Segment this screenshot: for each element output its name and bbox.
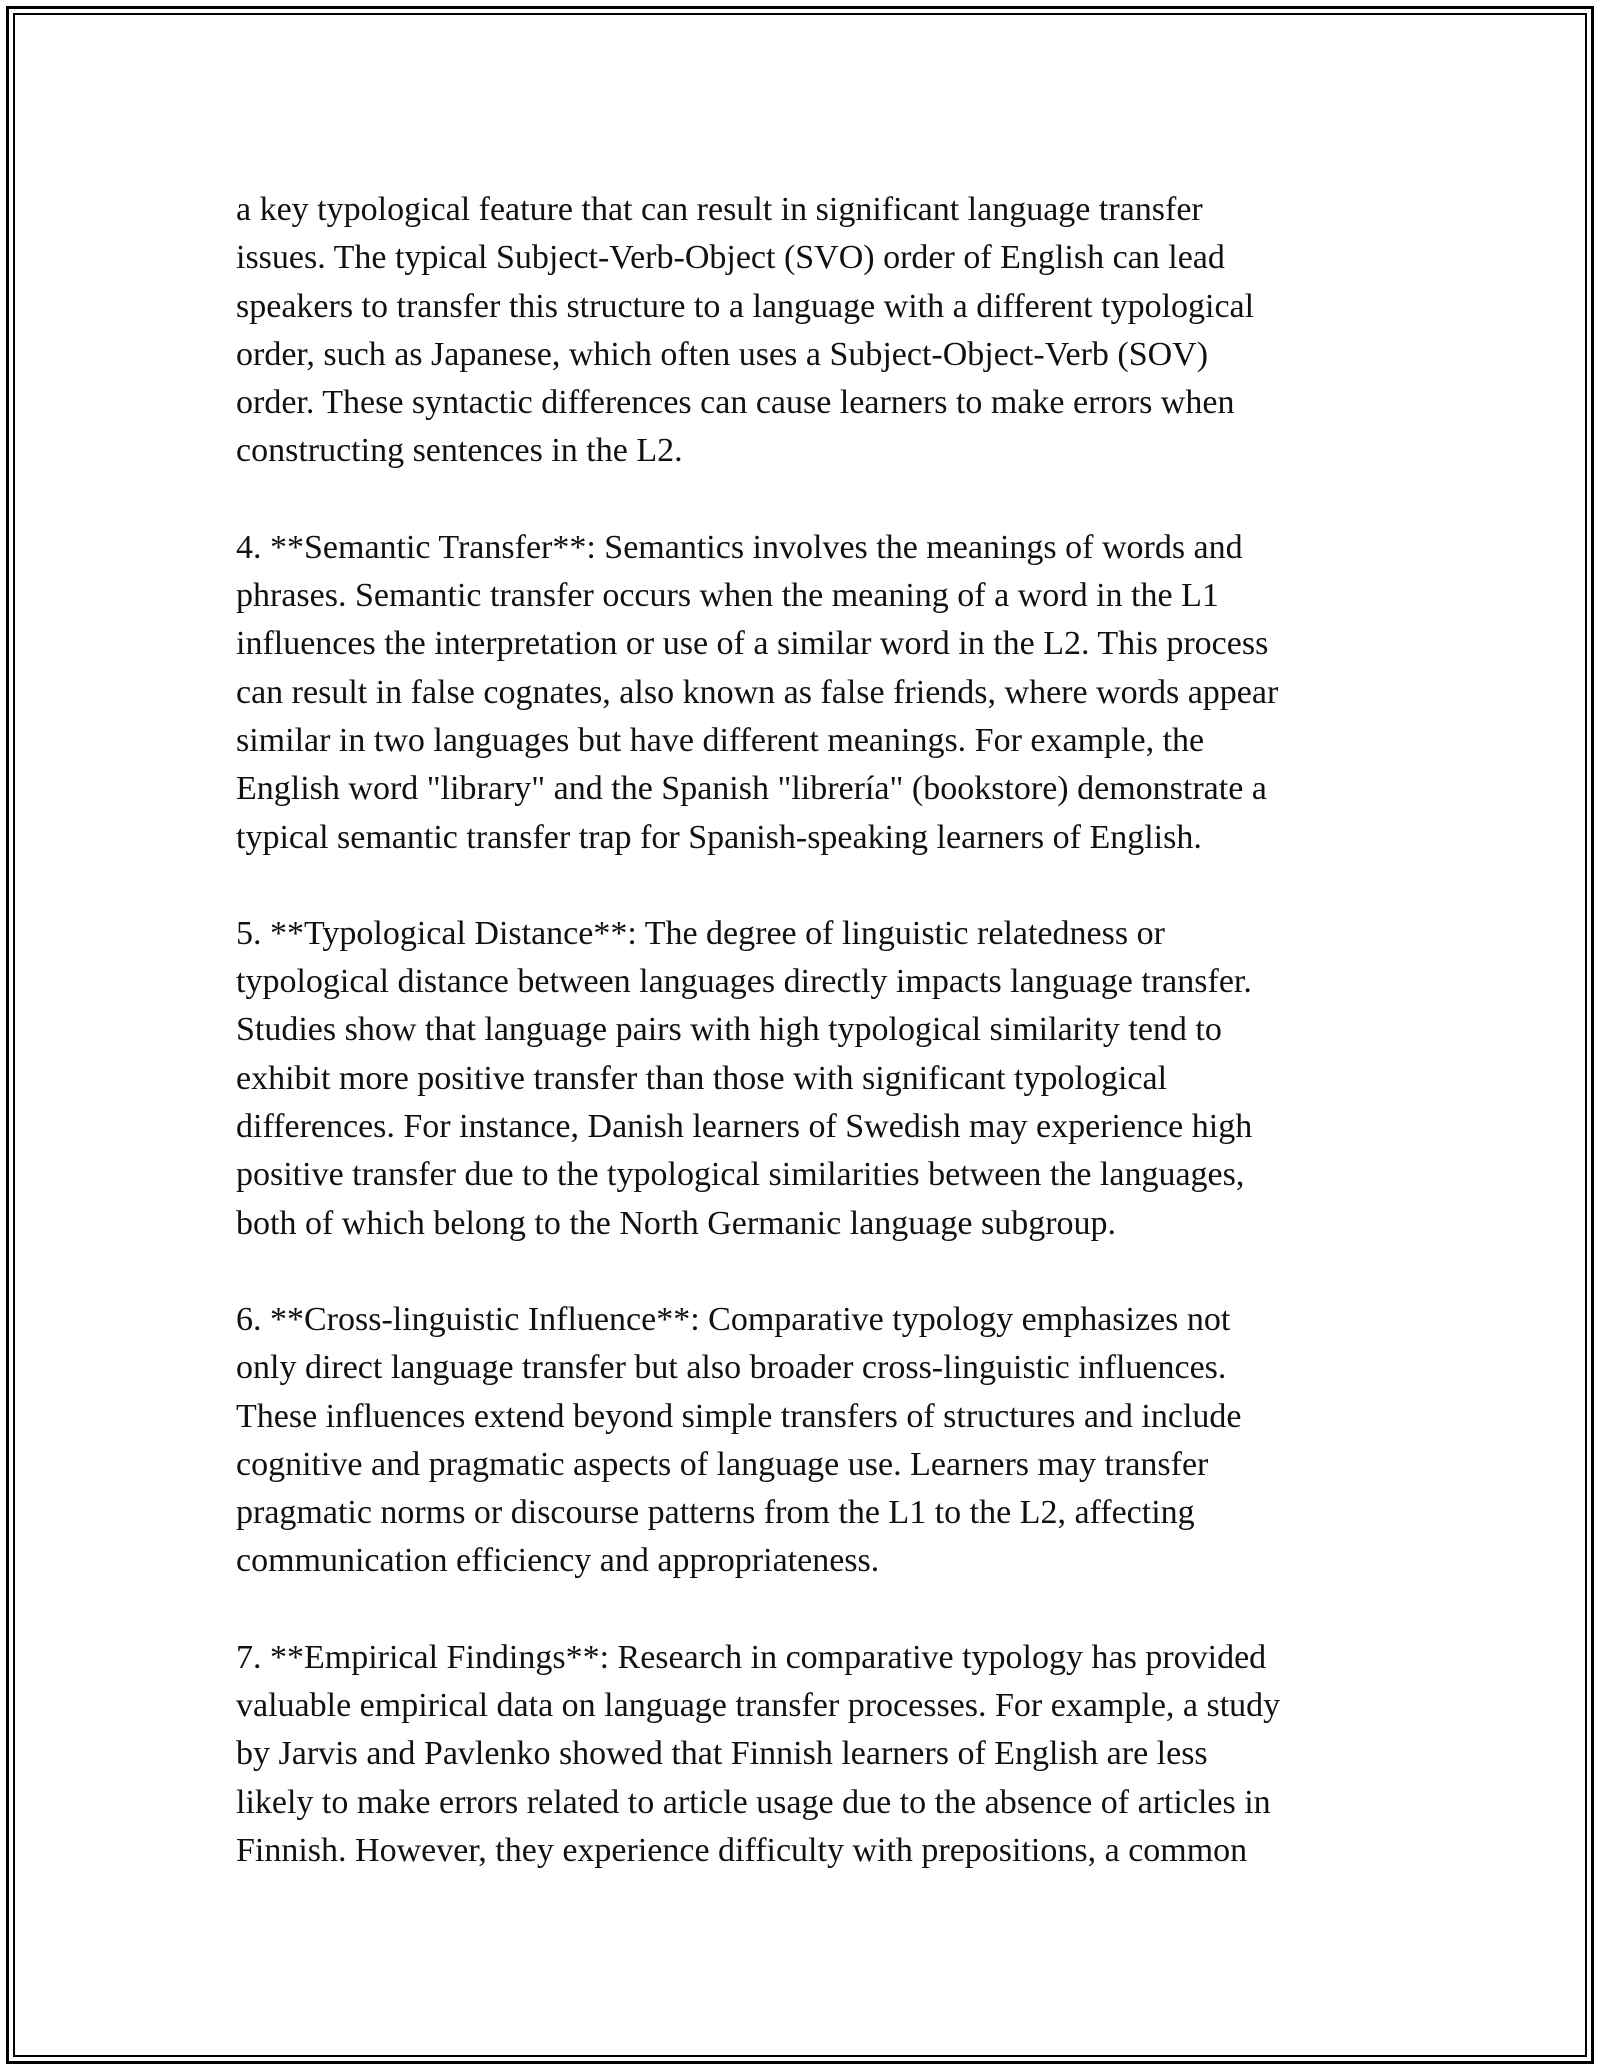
text-line: typical semantic transfer trap for Spanish-speaking learners of English. [236, 818, 1202, 856]
text-line: 4. **Semantic Transfer**: Semantics involves the meanings of words and [236, 528, 1243, 566]
text-line: 7. **Empirical Findings**: Research in comparative typology has provided [236, 1638, 1267, 1676]
text-line: differences. For instance, Danish learners of Swedish may experience high [236, 1108, 1253, 1146]
text-line: order. These syntactic differences can cause learners to make errors when [236, 384, 1235, 422]
text-line: cognitive and pragmatic aspects of language use. Learners may transfer [236, 1445, 1209, 1483]
paragraph-cross-linguistic-influence [236, 1296, 1376, 1586]
text-line: only direct language transfer but also broader cross-linguistic influences. [236, 1349, 1227, 1387]
text-line: pragmatic norms or discourse patterns from the L1 to the L2, affecting [236, 1494, 1195, 1532]
text-line: These influences extend beyond simple transfers of structures and include [236, 1397, 1242, 1435]
text-line: likely to make errors related to article usage due to the absence of articles in [236, 1783, 1271, 1821]
text-line: English word "library" and the Spanish "librería" (bookstore) demonstrate a [236, 770, 1267, 808]
text-line: order, such as Japanese, which often uses a Subject-Object-Verb (SOV) [236, 335, 1209, 373]
text-line: communication efficiency and appropriateness. [236, 1542, 880, 1580]
text-line: Finnish. However, they experience difficulty with prepositions, a common [236, 1831, 1248, 1869]
text-line: phrases. Semantic transfer occurs when the meaning of a word in the L1 [236, 577, 1219, 615]
paragraph-empirical-findings [236, 1634, 1376, 1875]
paragraph-syntax-continued [236, 186, 1376, 476]
text-line: valuable empirical data on language transfer processes. For example, a study [236, 1687, 1281, 1725]
text-line: exhibit more positive transfer than those with significant typological [236, 1059, 1168, 1097]
text-line: can result in false cognates, also known as false friends, where words appear [236, 673, 1279, 711]
text-line: by Jarvis and Pavlenko showed that Finnish learners of English are less [236, 1735, 1208, 1773]
text-line: positive transfer due to the typological similarities between the languages, [236, 1156, 1245, 1194]
text-line: speakers to transfer this structure to a language with a different typological [236, 287, 1255, 325]
text-line: both of which belong to the North Germanic language subgroup. [236, 1204, 1117, 1242]
document-body [236, 186, 1376, 1923]
paragraph-typological-distance [236, 910, 1376, 1248]
text-line: Studies show that language pairs with high typological similarity tend to [236, 1011, 1222, 1049]
text-line: 6. **Cross-linguistic Influence**: Comparative typology emphasizes not [236, 1300, 1231, 1338]
text-line: influences the interpretation or use of a similar word in the L2. This process [236, 625, 1269, 663]
text-line: similar in two languages but have different meanings. For example, the [236, 721, 1205, 759]
text-line: a key typological feature that can result in significant language transfer [236, 191, 1203, 228]
text-line: typological distance between languages directly impacts language transfer. [236, 963, 1252, 1001]
text-line: 5. **Typological Distance**: The degree of linguistic relatedness or [236, 914, 1165, 952]
text-line: issues. The typical Subject-Verb-Object (SVO) order of English can lead [236, 239, 1225, 277]
paragraph-semantic-transfer [236, 524, 1376, 862]
text-line: constructing sentences in the L2. [236, 432, 683, 470]
